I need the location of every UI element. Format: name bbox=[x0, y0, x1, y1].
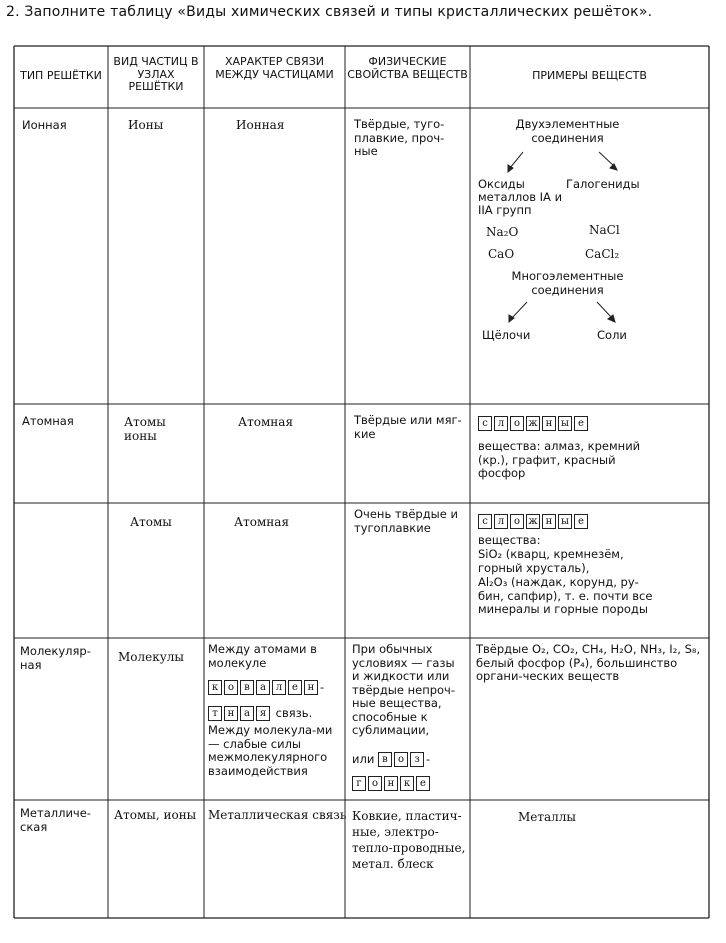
atomic2-particles: Атомы bbox=[130, 515, 172, 529]
letter-box: ж bbox=[526, 416, 540, 431]
task-title: 2. Заполните таблицу «Виды химических связей и типы кристаллических решёток». bbox=[6, 4, 653, 20]
letter-box: т bbox=[208, 706, 222, 721]
atomic2-properties: Очень твёрдые и тугоплавкие bbox=[354, 507, 458, 535]
atomic1-answer-boxes bbox=[478, 416, 590, 431]
letter-box: н bbox=[542, 514, 556, 529]
letter-box: н bbox=[542, 416, 556, 431]
molecular-properties: При обычных условиях — газы и жидкости или твёрдые непроч-ные вещества, способные к сублимации, bbox=[352, 642, 456, 737]
letter-box: з bbox=[410, 752, 424, 767]
letter-box: а bbox=[256, 680, 270, 695]
molecular-answer-boxes-d bbox=[352, 776, 432, 791]
header-lattice-type: ТИП РЕШЁТКИ bbox=[20, 69, 102, 82]
atomic2-bond: Атомная bbox=[234, 515, 290, 529]
atomic2-example-sio2: SiO₂ (кварц, кремнезём, горный хрусталь), bbox=[478, 547, 624, 575]
atomic2-examples-label: вещества: bbox=[478, 533, 541, 547]
ionic-type: Ионная bbox=[22, 118, 67, 132]
atomic1-properties: Твёрдые или мяг-кие bbox=[354, 413, 462, 441]
ionic-alkali: Щёлочи bbox=[482, 328, 531, 342]
letter-box: н bbox=[224, 706, 238, 721]
letter-box: о bbox=[510, 416, 524, 431]
molecular-answer-boxes-b bbox=[208, 706, 312, 721]
or-word: или bbox=[352, 752, 375, 766]
molecular-bond-intro: Между атомами в молекуле bbox=[208, 642, 317, 670]
letter-box: л bbox=[272, 680, 286, 695]
ionic-properties: Твёрдые, туго-плавкие, проч-ные bbox=[354, 117, 445, 158]
formula-na2o: Na₂O bbox=[486, 225, 519, 239]
molecular-answer-boxes-a: к о в а л е н - bbox=[208, 680, 324, 695]
letter-box: с bbox=[478, 416, 492, 431]
ionic-binary-compounds: Двухэлементные соединения bbox=[515, 117, 620, 145]
atomic-type: Атомная bbox=[22, 414, 74, 428]
ionic-bond: Ионная bbox=[236, 118, 285, 132]
formula-nacl: NaCl bbox=[589, 223, 620, 237]
formula-cacl2: CaCl₂ bbox=[585, 247, 620, 261]
atomic2-example-al2o3: Al₂O₃ (наждак, корунд, ру-бин, сапфир), т. е. почти все минералы и горные породы bbox=[478, 575, 653, 616]
metallic-examples: Металлы bbox=[518, 810, 576, 824]
letter-box: к bbox=[400, 776, 414, 791]
letter-box: о bbox=[394, 752, 408, 767]
letter-box: е bbox=[416, 776, 430, 791]
letter-box: е bbox=[574, 416, 588, 431]
ionic-oxides: Оксиды металлов IA и IIA групп bbox=[478, 177, 563, 217]
letter-box: я bbox=[256, 706, 270, 721]
letter-box: о bbox=[224, 680, 238, 695]
letter-box: с bbox=[478, 514, 492, 529]
letter-box: ж bbox=[526, 514, 540, 529]
molecular-bond-intermolecular: Между молекула-ми — слабые силы межмолекулярного взаимодействия bbox=[208, 723, 333, 778]
ionic-multi-compounds: Многоэлементные соединения bbox=[511, 269, 624, 297]
letter-box: о bbox=[510, 514, 524, 529]
molecular-bond-word: связь. bbox=[275, 706, 313, 720]
letter-box: к bbox=[208, 680, 222, 695]
formula-cao: CaO bbox=[488, 247, 515, 261]
metallic-particles: Атомы, ионы bbox=[114, 808, 197, 822]
letter-box: е bbox=[288, 680, 302, 695]
molecular-answer-boxes-c: или в о з - bbox=[352, 752, 431, 766]
letter-box: н bbox=[384, 776, 398, 791]
molecular-examples: Твёрдые O₂, CO₂, CH₄, H₂O, NH₃, I₂, S₈, белый фосфор (P₄), большинство органи-ческих веществ bbox=[476, 642, 701, 683]
atomic2-answer-boxes bbox=[478, 514, 590, 529]
atomic1-examples: вещества: алмаз, кремний (кр.), графит, красный фосфор bbox=[478, 439, 641, 480]
molecular-type: Молекуляр-ная bbox=[20, 644, 91, 672]
letter-box: о bbox=[368, 776, 382, 791]
letter-box: ы bbox=[558, 416, 572, 431]
header-physical-properties: ФИЗИЧЕСКИЕ СВОЙСТВА ВЕЩЕСТВ bbox=[347, 55, 468, 81]
header-particles: ВИД ЧАСТИЦ В УЗЛАХ РЕШЁТКИ bbox=[113, 55, 199, 93]
metallic-bond: Металлическая связь bbox=[208, 808, 347, 822]
letter-box: е bbox=[574, 514, 588, 529]
letter-box: в bbox=[378, 752, 392, 767]
ionic-particles: Ионы bbox=[128, 118, 164, 132]
atomic1-bond: Атомная bbox=[238, 415, 294, 429]
ionic-halides: Галогениды bbox=[566, 177, 640, 191]
metallic-properties: Ковкие, пластич-ные, электро-тепло-проводные, метал. блеск bbox=[352, 809, 466, 871]
ionic-salts: Соли bbox=[597, 328, 627, 342]
letter-box: г bbox=[352, 776, 366, 791]
letter-box: л bbox=[494, 416, 508, 431]
letter-box: в bbox=[240, 680, 254, 695]
letter-box: ы bbox=[558, 514, 572, 529]
header-examples: ПРИМЕРЫ ВЕЩЕСТВ bbox=[532, 69, 647, 82]
letter-box: а bbox=[240, 706, 254, 721]
molecular-particles: Молекулы bbox=[118, 650, 184, 664]
metallic-type: Металличе-ская bbox=[20, 806, 91, 834]
atomic1-particles: Атомы ионы bbox=[124, 415, 166, 443]
letter-box: л bbox=[494, 514, 508, 529]
header-bond-character: ХАРАКТЕР СВЯЗИ МЕЖДУ ЧАСТИЦАМИ bbox=[215, 55, 334, 81]
letter-box: н bbox=[304, 680, 318, 695]
